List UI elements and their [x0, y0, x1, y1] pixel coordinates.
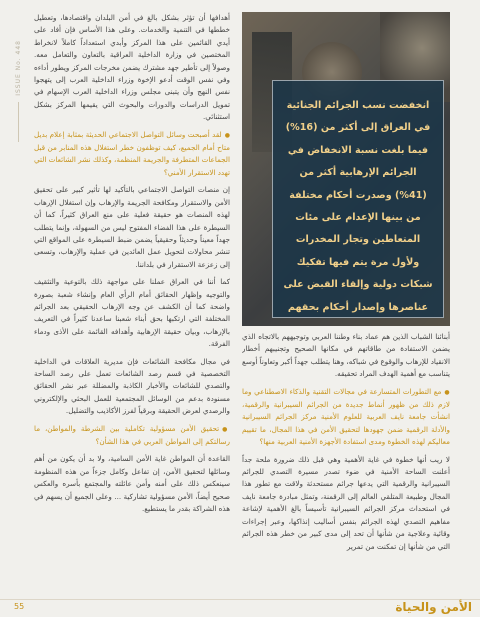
question-text: تحقيق الأمن مسؤولية تكاملية بين الشرطة والمواطن، ما رسالتكم إلى المواطن العربي في هذا الشأن؟	[34, 423, 230, 446]
magazine-name: الأمن والحياة	[395, 600, 472, 614]
article-photo	[242, 12, 450, 326]
question-paragraph	[34, 423, 230, 449]
body-paragraph: في مجال مكافحة الشائعات فإن مديرية العلاقات في الداخلية التخصصية في قسم رصد الشائعات تعمل على رصد الساحة والتصدي للشائعات والأخبار الكاذبة والمضللة عبر نشر الحقائق مسنودة بدعم من الوسائل المجتمعية للعمل البحثي والإلكتروني والرصدي لعرض الحقيقة وبرقياً لفرز الأكاذيب والتضليل.	[34, 356, 230, 416]
question-paragraph	[242, 386, 450, 449]
right-text-column	[242, 331, 450, 586]
body-paragraph: إن منصات التواصل الاجتماعي بالتأكيد لها تأثير كبير على تحقيق الأمن والاستقرار ومكافحة الجريمة والإرهاب وإن استغلال الإرهاب لهذه المنصات هو حقيقة فعلية على منع العراق كثيراً، كما أن السيطرة على هذا الفضاء المفتوح ليس من السهولة، وإنما يتطلب جهداً معيناً وحديثاً وحقيقياً يضمن ضبط السيطرة على المواقع التي تنشر محاولات لتحويل عمل العائدين في عملية والإرهاب، وتسعى إلى زعزعة الاستقرار في بلداننا.	[34, 185, 230, 269]
bullet-icon: ●	[222, 425, 230, 433]
body-paragraph: أهدافها أن تؤثر بشكل بالغ في أمن البلدان واقتصادها، وتعطيل خططها في التنمية والخدمات. وعلى هذا الأساس فإن أفاد على أيدي القائمين على هذا المركز وأبدي استعداداً كاملاً لانخراط المختصين في وزارة الداخلية العراقية بالتعاون والتعامل معه. وصولاً إلى تأطير جهد مشترك يضمن مخرجات المركز ويطور أداءه وفي نفس الوقت أدعو الإخوة وزراء الداخلية العرب إلى يتهجوا نفس النهج وأن يتبنى مجلس وزراء الداخلية العرب الإسهام في تمويل الدراسات والدورات والبحوث التي يقيمها المركز بشكل استثنائي.	[34, 13, 230, 122]
body-paragraph: القاعدة أن المواطن غاية الأمن السامية، ولا بد أن يكون من أهم وسائلها لتحقيق الأمن، إن تفاعل وكامل جزءاً من هذه المنظومة سينعكس ذلك على أمنه وأمن عائلته والمجتمع بأسره والعكس صحيح أيضاً، الأمن مسؤولية تشاركية ... وعلى الجميع أن يسهم في هذه الشراكة بقدر ما يستطيع.	[34, 454, 230, 514]
issue-divider	[18, 102, 19, 142]
body-paragraph: لا ريب أنها خطوة في غاية الأهمية وهي قبل ذلك ضرورة ملحة جداً أعلنت الساحة الأمنية في ضوء تصدر مسيرة التصدي للجرائم السيبرانية والرقمية التي يدعها جرائم مستحدثة ولاقت مع تطور هذا المجال وطبيعة المتلقي العالم إلى الرقمنة، وتمثل مبادرة جامعة نايف في استحداث مركز الجرائم السيبرانية تأسيساً بالغ الأهمية لإشاعة مفاهيم التصدي لهذه الجرائم بنفس أساليب إنذاكها، وعبر إجراءات وقائية وعلاجية من شأنها أن تحد إلى مدى كبير من خطر هذه الجرائم التي من شأنها إن تمكنت من تمرير	[242, 454, 450, 551]
question-paragraph	[34, 129, 230, 180]
issue-label: ISSUE No. 448	[14, 40, 22, 96]
body-paragraph: أبنائنا الشباب الذين هم عماد بناء وطننا العربي وتوجيههم بالاتجاه الذي يضمن الاستفادة من طاقاتهم في مكانها الصحيح وتجنيبهم أخطار الانقياد للإرهاب والوقوع في شباكه، وهنا يتطلب جهداً أكبر وتعاوناً أوسع يتناسب مع أهمية الهدف المراد تحقيقه.	[242, 332, 450, 379]
issue-strip	[10, 40, 26, 160]
body-paragraph: كما أننا في العراق عملنا على مواجهة ذلك بالتوعية والتثقيف والتوجيه وإظهار الحقائق أمام الرأي العام وإنشاء شعبة بصورة واضحة كما أن الكشف عن وجه الإرهاب الحقيقي بعد الجرائم المختلفة التي ارتكبها بحق أبناء شعبنا ساعدنا كثيراً في التعريف بالإرهاب، وبيان حقيقة الإرهابية وأهدافه القائمة على الأذى ودماء الفرقة.	[34, 277, 230, 349]
left-text-column	[34, 12, 230, 584]
pull-quote: انخفضت نسب الجرائم الجنائية في العراق إلى أكثر من (16%) فيما بلغت نسبة الانخفاض في الجرائم الإرهابية أكثر من (41%) وصدرت أحكام مختلفة من بينها الإعدام على مئات المتعاطين وتجار المخدرات ولأول مرة يتم فيها تفكيك شبكات دولية وإلقاء القبض على عناصرها وإصدار أحكام بحقهم	[272, 80, 444, 318]
bullet-icon: ●	[224, 131, 230, 139]
bullet-icon: ●	[444, 388, 450, 396]
question-text: مع التطورات المتسارعة في مجالات التقنية والذكاء الاصطناعي وما لازم ذلك من ظهور أنماط جديدة من الجرائم السيبرانية والرقمية، انشأت جامعة نايف العربية للعلوم الأمنية مركز الجرائم السيبرانية والأدلة الرقمية ضمن جهودها لتحقيق الأمن في هذا المجال، ما تقييم معاليكم لهذه الخطوة ومدى استفادة الأجهزة الأمنية العربية منها؟	[242, 386, 450, 447]
question-text: لقد أصبحت وسائل التواصل الاجتماعي الحديثة بمثابة إعلام بديل متاح أمام الجميع، كيف توظفون خطر استغلال هذه المنابر من قبل الجماعات المتطرفة والجريمة المنظمة، وكذلك نشر الشائعات التي تهدد الاستقرار الأمني؟	[34, 129, 230, 177]
page-number: 55	[14, 602, 25, 611]
